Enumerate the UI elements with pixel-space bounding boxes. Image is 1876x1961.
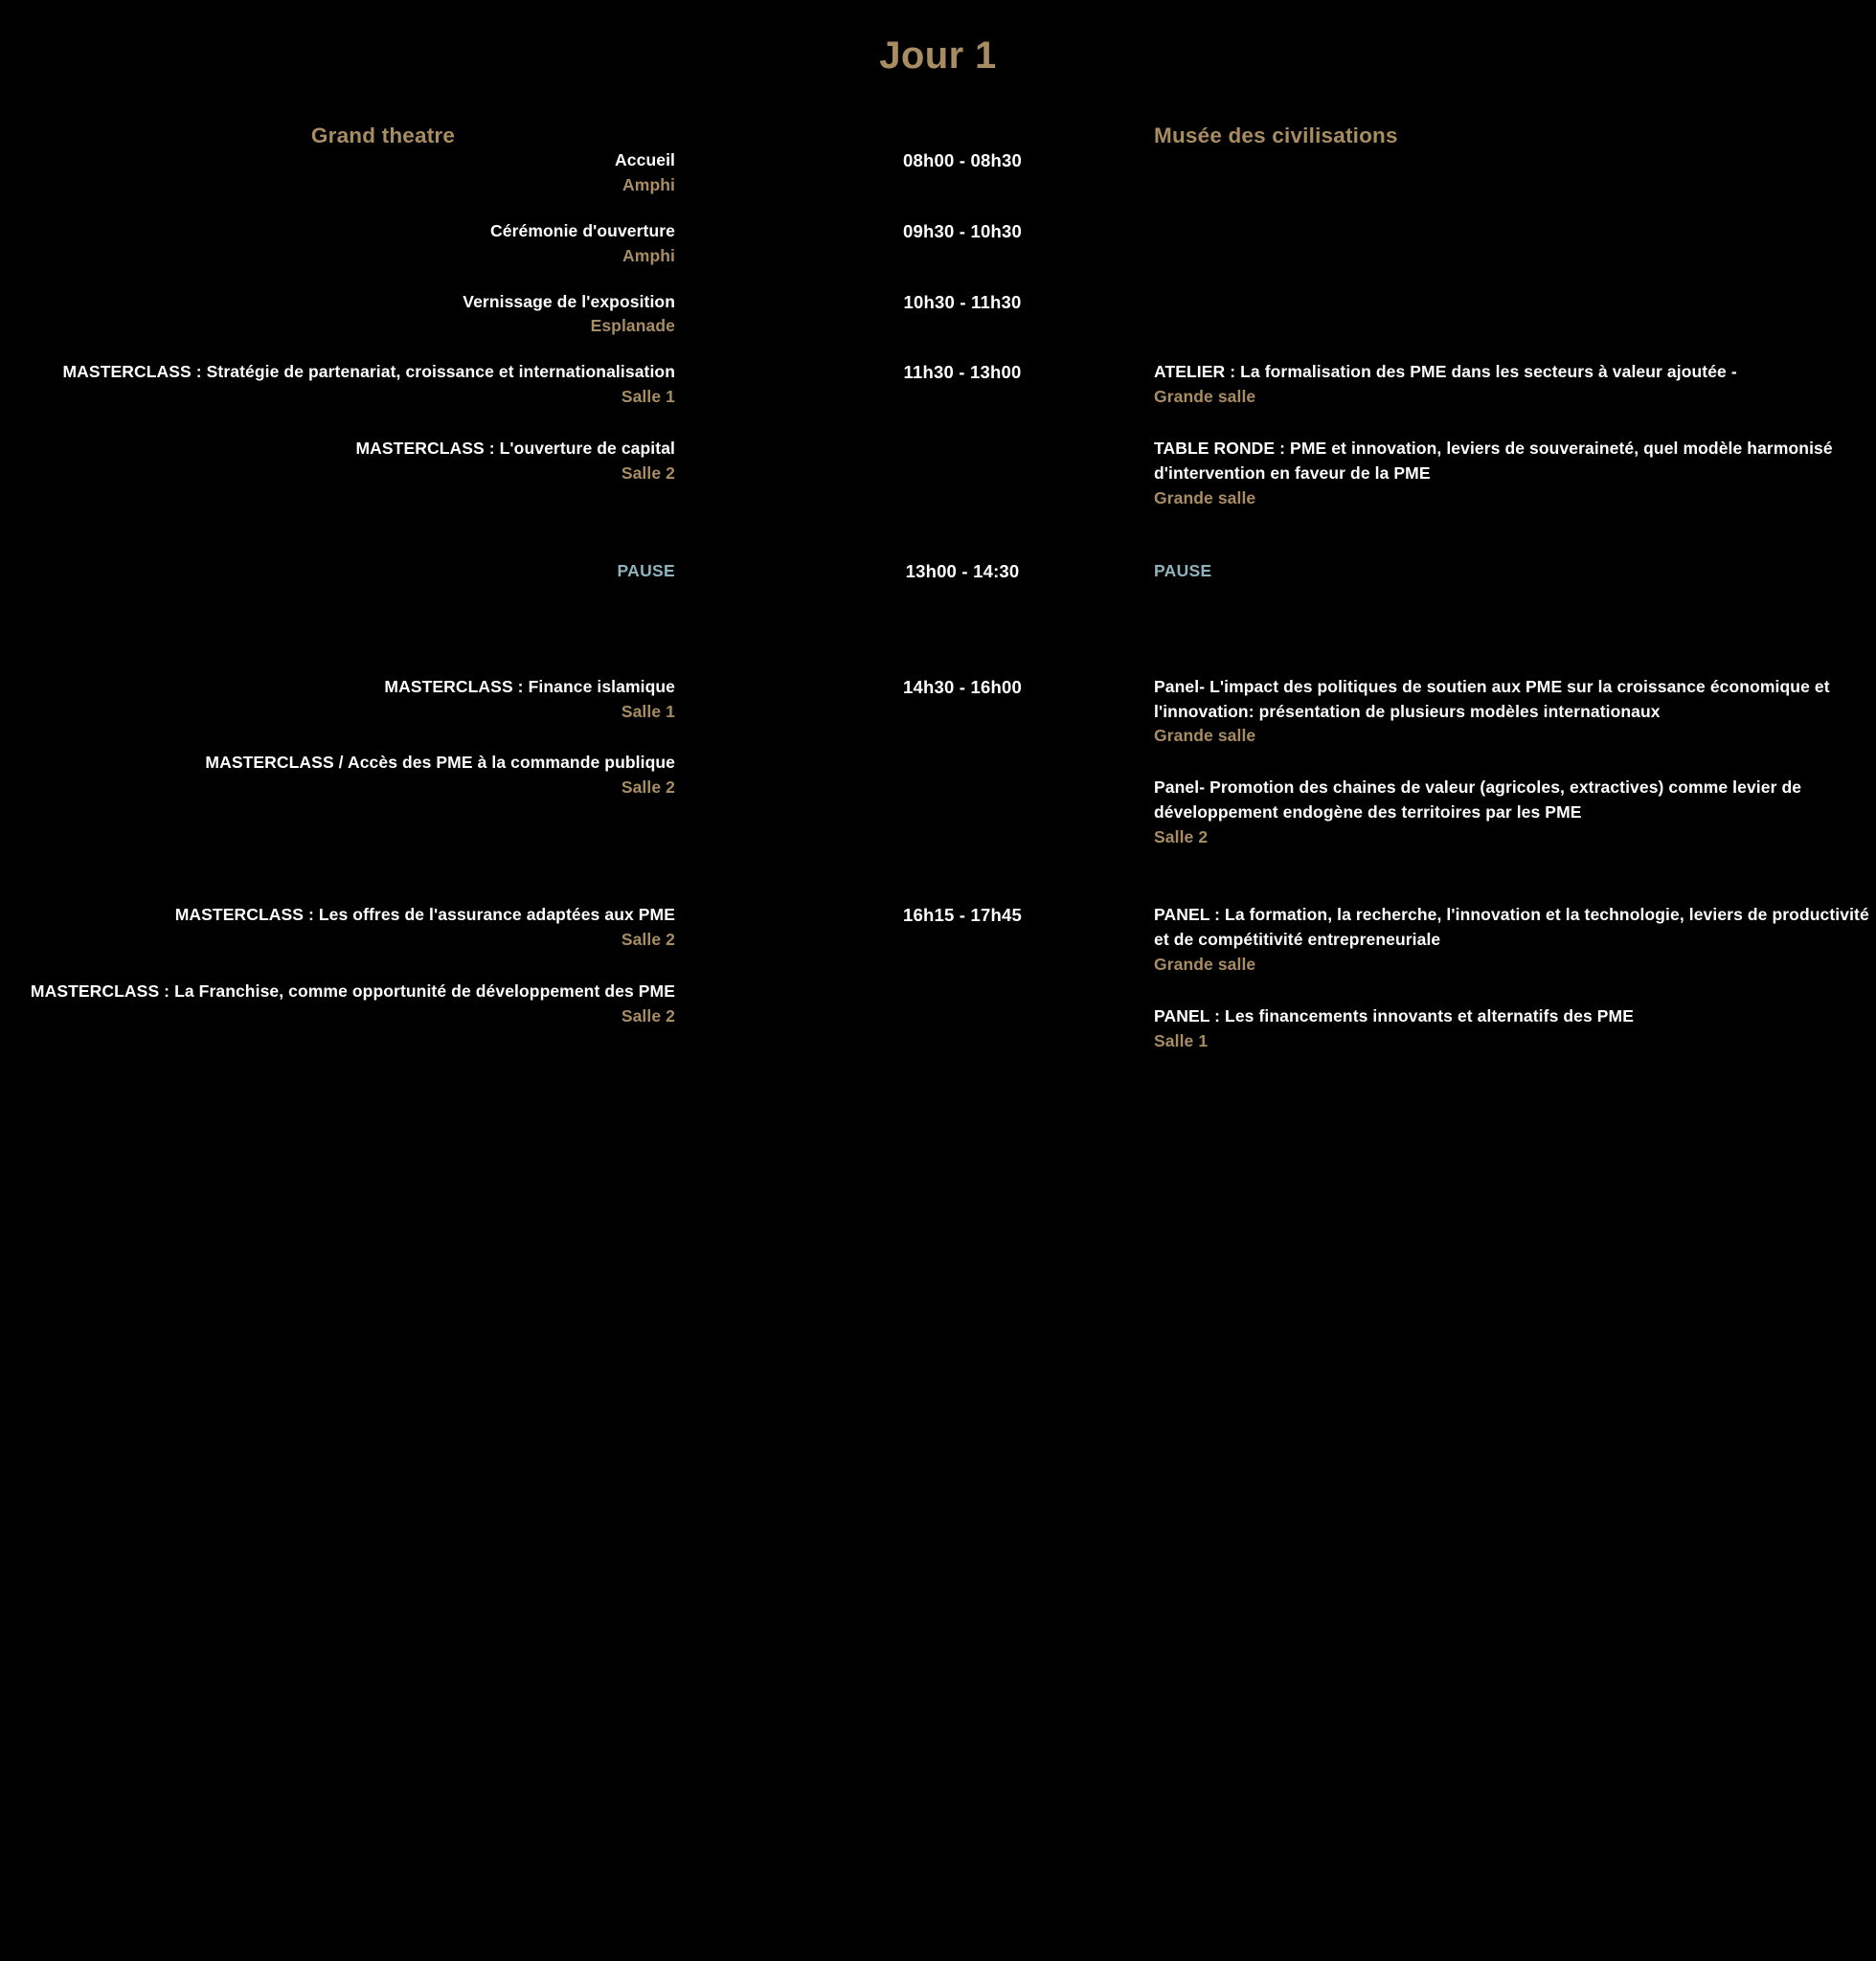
session-block[interactable] [0, 437, 675, 486]
session-block[interactable] [0, 980, 675, 1029]
time-slot-label: 14h30 - 16h00 [903, 676, 1022, 697]
session-room: Esplanade [590, 316, 675, 336]
session-room: Salle 1 [1154, 1030, 1209, 1050]
session-room: Salle 2 [1154, 827, 1209, 847]
agenda-cell-musee [1149, 903, 1876, 1053]
agenda-row [0, 219, 1876, 269]
session-title: MASTERCLASS : L'ouverture de capital [355, 439, 675, 459]
agenda-cell-musee [1149, 360, 1876, 510]
session-block[interactable] [1154, 559, 1876, 584]
agenda-cell-musee [1149, 675, 1876, 850]
session-block[interactable] [0, 751, 675, 800]
agenda-cell-grand-theatre [0, 360, 776, 486]
page-title: Jour 1 [879, 34, 997, 77]
agenda-cell-grand-theatre [0, 559, 776, 584]
row-spacer [0, 339, 1876, 360]
session-title: Vernissage de l'exposition [463, 291, 675, 311]
row-spacer [0, 511, 1876, 559]
agenda-cell-time [776, 675, 1149, 698]
session-room: Grande salle [1154, 726, 1256, 746]
session-room: Salle 2 [621, 778, 675, 798]
session-title: Panel- L'impact des politiques de soutien aux PME sur la croissance économique et l'innovation: présentation de plusieurs modèles internationaux [1154, 676, 1830, 721]
agenda-row [0, 148, 1876, 198]
agenda-grid [0, 124, 1876, 1053]
time-slot-label: 08h00 - 08h30 [903, 150, 1022, 170]
agenda-row [0, 903, 1876, 1053]
session-title: MASTERCLASS : La Franchise, comme opportunité de développement des PME [30, 980, 675, 1001]
session-room: Grande salle [1154, 387, 1256, 407]
time-slot-label: 11h30 - 13h00 [903, 362, 1022, 383]
session-block[interactable] [1154, 1004, 1876, 1054]
session-block[interactable] [0, 675, 675, 725]
session-room: Grande salle [1154, 487, 1256, 507]
session-title: Accueil [615, 150, 675, 169]
row-spacer [0, 269, 1876, 290]
session-room: Salle 1 [621, 701, 675, 721]
agenda-cell-time [776, 559, 1149, 582]
session-title: TABLE RONDE : PME et innovation, leviers de souveraineté, quel modèle harmonisé d'intervention en faveur de la PME [1154, 439, 1833, 484]
agenda-cell-time [776, 903, 1149, 926]
row-spacer [0, 198, 1876, 219]
session-title: Panel- Promotion des chaines de valeur (agricoles, extractives) comme levier de développement endogène des territoires par les PME [1154, 778, 1802, 823]
session-room: Grande salle [1154, 954, 1256, 974]
session-title: MASTERCLASS : Les offres de l'assurance adaptées aux PME [174, 905, 675, 925]
agenda-cell-grand-theatre [0, 219, 776, 269]
agenda-cell-time [776, 148, 1149, 171]
session-block[interactable] [1154, 360, 1876, 410]
session-title: MASTERCLASS : Finance islamique [384, 676, 675, 696]
session-title: MASTERCLASS / Accès des PME à la commande publique [205, 753, 675, 773]
session-block[interactable] [1154, 437, 1876, 511]
agenda-rows [0, 148, 1876, 1053]
session-room: Salle 2 [621, 1005, 675, 1026]
session-block[interactable] [0, 903, 675, 953]
column-header-grand-theatre: Grand theatre [310, 124, 456, 147]
agenda-row [0, 360, 1876, 510]
time-slot-label: 10h30 - 11h30 [903, 291, 1022, 312]
agenda-cell-musee [1149, 559, 1876, 584]
agenda-cell-time [776, 219, 1149, 242]
session-block[interactable] [0, 559, 675, 584]
agenda-cell-time [776, 360, 1149, 383]
session-title: Cérémonie d'ouverture [490, 220, 675, 240]
pause-label: PAUSE [1154, 560, 1212, 580]
session-block[interactable] [1154, 776, 1876, 850]
row-spacer [0, 850, 1876, 903]
time-slot-label: 16h15 - 17h45 [903, 905, 1022, 926]
session-room: Salle 1 [621, 387, 675, 407]
session-block[interactable] [0, 148, 675, 198]
session-title: MASTERCLASS : Stratégie de partenariat, croissance et internationalisation [62, 362, 675, 382]
session-room: Salle 2 [621, 463, 675, 484]
agenda-cell-grand-theatre [0, 290, 776, 340]
session-room: Amphi [622, 174, 675, 194]
time-slot-label: 09h30 - 10h30 [903, 220, 1022, 241]
time-slot-label: 13h00 - 14:30 [905, 560, 1020, 581]
row-spacer [0, 584, 1876, 675]
agenda-cell-grand-theatre [0, 675, 776, 801]
session-block[interactable] [0, 290, 675, 340]
agenda-row [0, 559, 1876, 584]
agenda-row [0, 290, 1876, 340]
agenda-cell-grand-theatre [0, 903, 776, 1029]
column-headers [0, 124, 1876, 148]
session-title: PANEL : La formation, la recherche, l'innovation et la technologie, leviers de productivité et de compétitivité entrepreneuriale [1154, 905, 1869, 949]
agenda-cell-grand-theatre [0, 148, 776, 198]
pause-label: PAUSE [617, 560, 675, 580]
agenda-cell-time [776, 290, 1149, 313]
session-block[interactable] [1154, 903, 1876, 978]
session-block[interactable] [0, 219, 675, 269]
session-room: Salle 2 [621, 929, 675, 949]
session-title: ATELIER : La formalisation des PME dans les secteurs à valeur ajoutée - [1154, 362, 1737, 382]
column-header-musee-des-civilisations: Musée des civilisations [1154, 124, 1398, 147]
session-block[interactable] [1154, 675, 1876, 750]
session-block[interactable] [0, 360, 675, 410]
agenda-row [0, 675, 1876, 850]
session-title: PANEL : Les financements innovants et alternatifs des PME [1154, 1005, 1635, 1026]
session-room: Amphi [622, 245, 675, 265]
